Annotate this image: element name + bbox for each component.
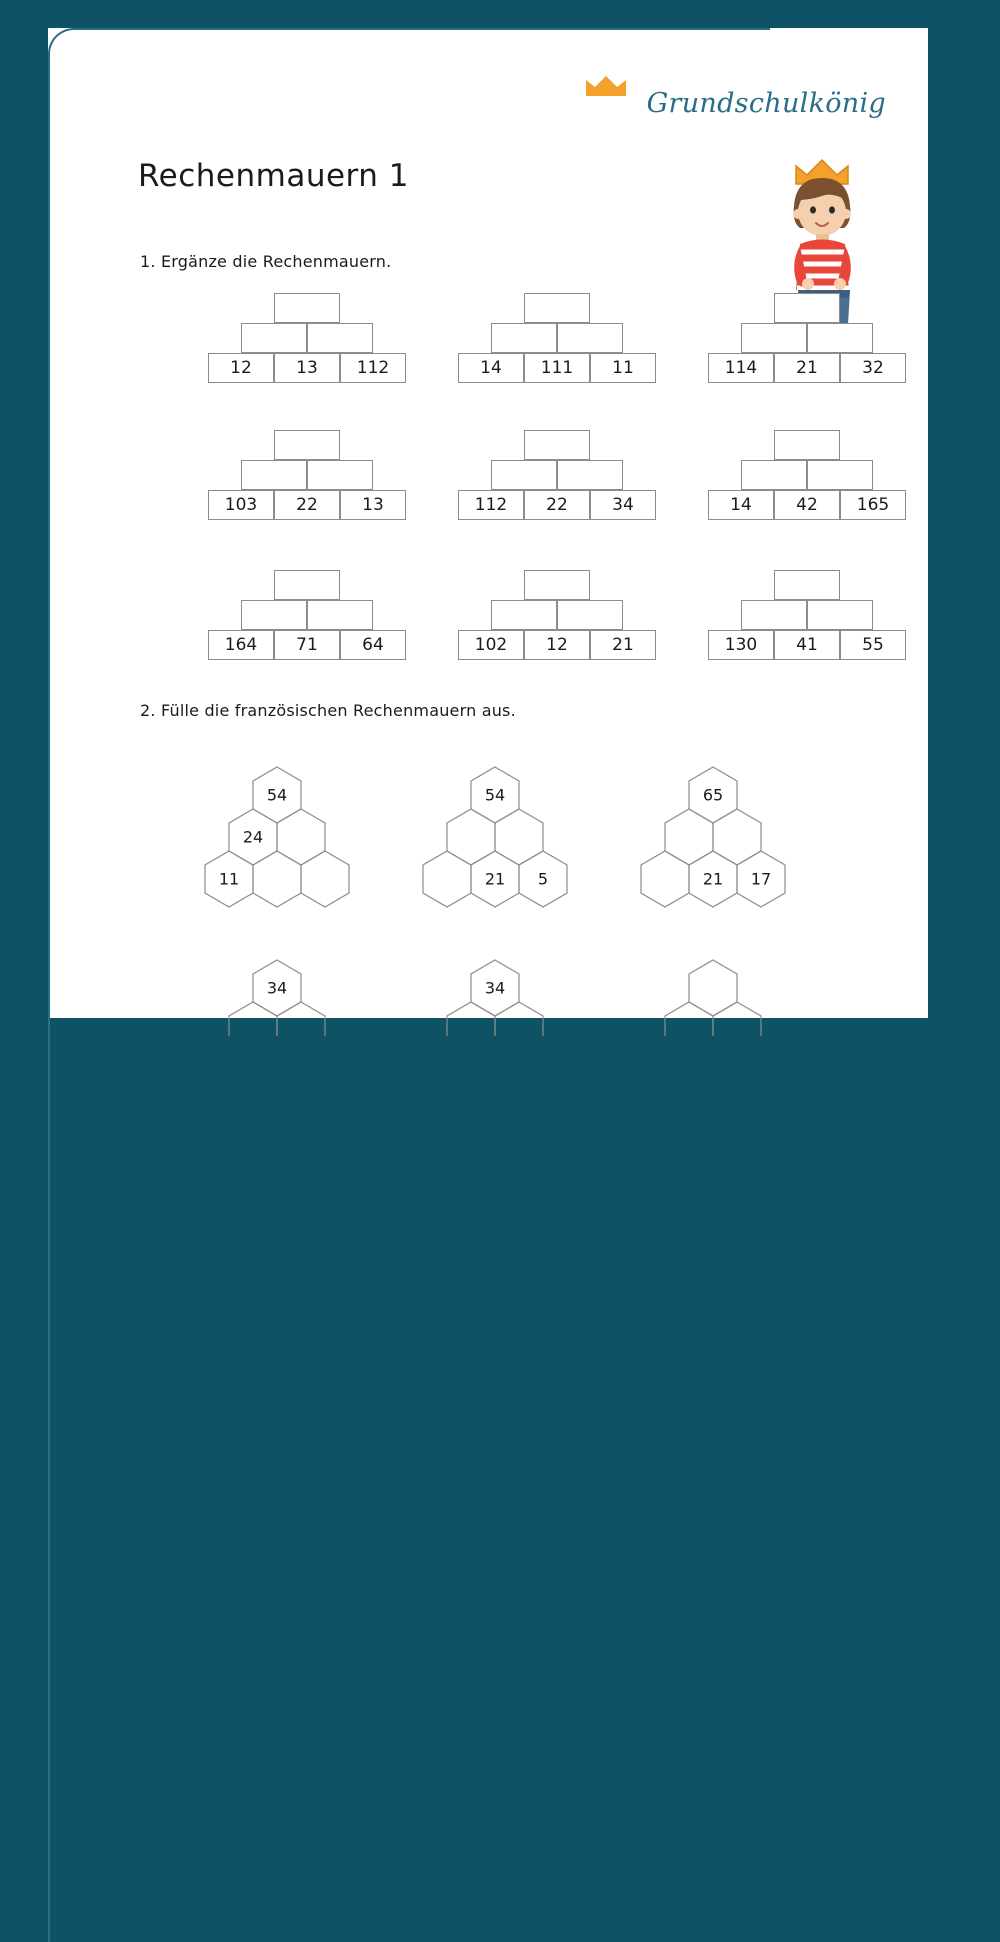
brick-cell[interactable] <box>807 600 873 630</box>
brick-cell[interactable]: 103 <box>208 490 274 520</box>
brick-cell[interactable]: 114 <box>708 353 774 383</box>
brick-cell[interactable]: 22 <box>524 490 590 520</box>
brick-row-top <box>208 570 406 600</box>
brick-cell[interactable]: 13 <box>274 353 340 383</box>
brick-cell[interactable]: 32 <box>840 353 906 383</box>
brick-pyramid-5 <box>458 430 656 520</box>
brick-cell[interactable] <box>307 460 373 490</box>
brick-row-top <box>708 293 906 323</box>
brick-cell[interactable] <box>524 570 590 600</box>
brick-row-middle <box>458 323 656 353</box>
decorative-frame-right <box>48 970 50 1942</box>
brick-cell[interactable] <box>307 600 373 630</box>
brick-cell[interactable]: 34 <box>590 490 656 520</box>
hex-cell[interactable]: 54 <box>266 785 288 805</box>
brick-cell[interactable]: 71 <box>274 630 340 660</box>
brick-cell[interactable] <box>274 430 340 460</box>
hex-pyramid-3 <box>596 733 826 927</box>
brick-row-bottom <box>458 630 656 660</box>
brick-row-top <box>208 293 406 323</box>
page-title: Rechenmauern 1 <box>138 158 409 194</box>
hex-cell[interactable]: 34 <box>266 978 288 998</box>
hex-cell[interactable]: 24 <box>242 827 264 847</box>
brick-pyramid-7 <box>208 570 406 660</box>
brick-row-bottom <box>208 353 406 383</box>
brick-row-bottom <box>708 490 906 520</box>
brick-cell[interactable] <box>524 293 590 323</box>
brick-cell[interactable]: 22 <box>274 490 340 520</box>
brick-cell[interactable]: 102 <box>458 630 524 660</box>
brick-pyramid-3 <box>708 293 906 383</box>
hex-pyramid-2 <box>378 733 608 927</box>
hex-pyramid-5 <box>378 926 608 1040</box>
brick-row-middle <box>208 323 406 353</box>
brick-cell[interactable] <box>307 323 373 353</box>
brick-cell[interactable] <box>774 570 840 600</box>
hex-pyramid-6 <box>596 926 826 1040</box>
brick-cell[interactable]: 14 <box>458 353 524 383</box>
brick-row-bottom <box>458 490 656 520</box>
worksheet-page <box>48 28 928 1018</box>
crown-icon <box>584 74 628 104</box>
brick-row-middle <box>458 600 656 630</box>
brick-cell[interactable] <box>774 293 840 323</box>
brick-cell[interactable]: 21 <box>590 630 656 660</box>
brick-cell[interactable] <box>741 323 807 353</box>
hex-cell[interactable]: 11 <box>218 869 240 889</box>
brick-cell[interactable] <box>491 600 557 630</box>
brick-cell[interactable] <box>557 600 623 630</box>
task-1-instruction: 1. Ergänze die Rechenmauern. <box>140 252 392 271</box>
brick-cell[interactable] <box>274 293 340 323</box>
brick-cell[interactable] <box>241 600 307 630</box>
hex-cell[interactable]: 17 <box>750 869 772 889</box>
brick-cell[interactable] <box>274 570 340 600</box>
brick-cell[interactable] <box>557 323 623 353</box>
brick-cell[interactable]: 64 <box>340 630 406 660</box>
brick-cell[interactable]: 55 <box>840 630 906 660</box>
brick-row-middle <box>208 600 406 630</box>
brick-cell[interactable] <box>524 430 590 460</box>
brick-cell[interactable]: 42 <box>774 490 840 520</box>
brick-cell[interactable] <box>807 323 873 353</box>
hex-cell[interactable]: 65 <box>702 785 724 805</box>
brick-pyramid-2 <box>458 293 656 383</box>
brick-cell[interactable]: 112 <box>458 490 524 520</box>
brick-row-top <box>458 430 656 460</box>
hex-cell[interactable]: 34 <box>484 978 506 998</box>
hex-pyramid-1 <box>160 733 390 927</box>
brick-cell[interactable]: 165 <box>840 490 906 520</box>
brick-row-middle <box>458 460 656 490</box>
brick-cell[interactable] <box>491 323 557 353</box>
brick-cell[interactable]: 130 <box>708 630 774 660</box>
brick-cell[interactable]: 111 <box>524 353 590 383</box>
brick-cell[interactable]: 12 <box>208 353 274 383</box>
brick-cell[interactable]: 12 <box>524 630 590 660</box>
brick-cell[interactable]: 14 <box>708 490 774 520</box>
hex-cell[interactable]: 21 <box>702 869 724 889</box>
brick-row-top <box>708 430 906 460</box>
brick-cell[interactable] <box>774 430 840 460</box>
brick-cell[interactable] <box>807 460 873 490</box>
brick-cell[interactable]: 41 <box>774 630 840 660</box>
brick-pyramid-4 <box>208 430 406 520</box>
brick-row-top <box>708 570 906 600</box>
brick-row-bottom <box>458 353 656 383</box>
hex-pyramid-4 <box>160 926 390 1040</box>
brick-row-bottom <box>708 353 906 383</box>
brand-logo <box>556 88 886 119</box>
brick-cell[interactable] <box>741 460 807 490</box>
brick-pyramid-1 <box>208 293 406 383</box>
brick-cell[interactable] <box>491 460 557 490</box>
brick-cell[interactable]: 11 <box>590 353 656 383</box>
brick-cell[interactable] <box>741 600 807 630</box>
brick-row-middle <box>708 600 906 630</box>
brick-row-top <box>458 570 656 600</box>
decorative-frame-left <box>48 64 50 970</box>
hex-cell[interactable]: 5 <box>537 869 549 889</box>
brick-pyramid-9 <box>708 570 906 660</box>
hex-cell[interactable]: 54 <box>484 785 506 805</box>
brick-pyramid-8 <box>458 570 656 660</box>
brick-row-bottom <box>208 490 406 520</box>
brick-cell[interactable]: 164 <box>208 630 274 660</box>
brick-cell[interactable]: 112 <box>340 353 406 383</box>
hex-cell[interactable]: 21 <box>484 869 506 889</box>
brick-row-top <box>208 430 406 460</box>
brick-pyramid-6 <box>708 430 906 520</box>
brick-row-middle <box>208 460 406 490</box>
brick-cell[interactable] <box>557 460 623 490</box>
brick-row-top <box>458 293 656 323</box>
brick-row-middle <box>708 460 906 490</box>
task-2-instruction: 2. Fülle die französischen Rechenmauern aus. <box>140 701 516 720</box>
brick-cell[interactable] <box>241 460 307 490</box>
decorative-frame-top <box>48 28 770 64</box>
brick-cell[interactable]: 21 <box>774 353 840 383</box>
brick-cell[interactable] <box>241 323 307 353</box>
brick-row-bottom <box>708 630 906 660</box>
brick-cell[interactable]: 13 <box>340 490 406 520</box>
brand-name: Grundschulkönig <box>646 88 886 119</box>
brick-row-middle <box>708 323 906 353</box>
brick-row-bottom <box>208 630 406 660</box>
